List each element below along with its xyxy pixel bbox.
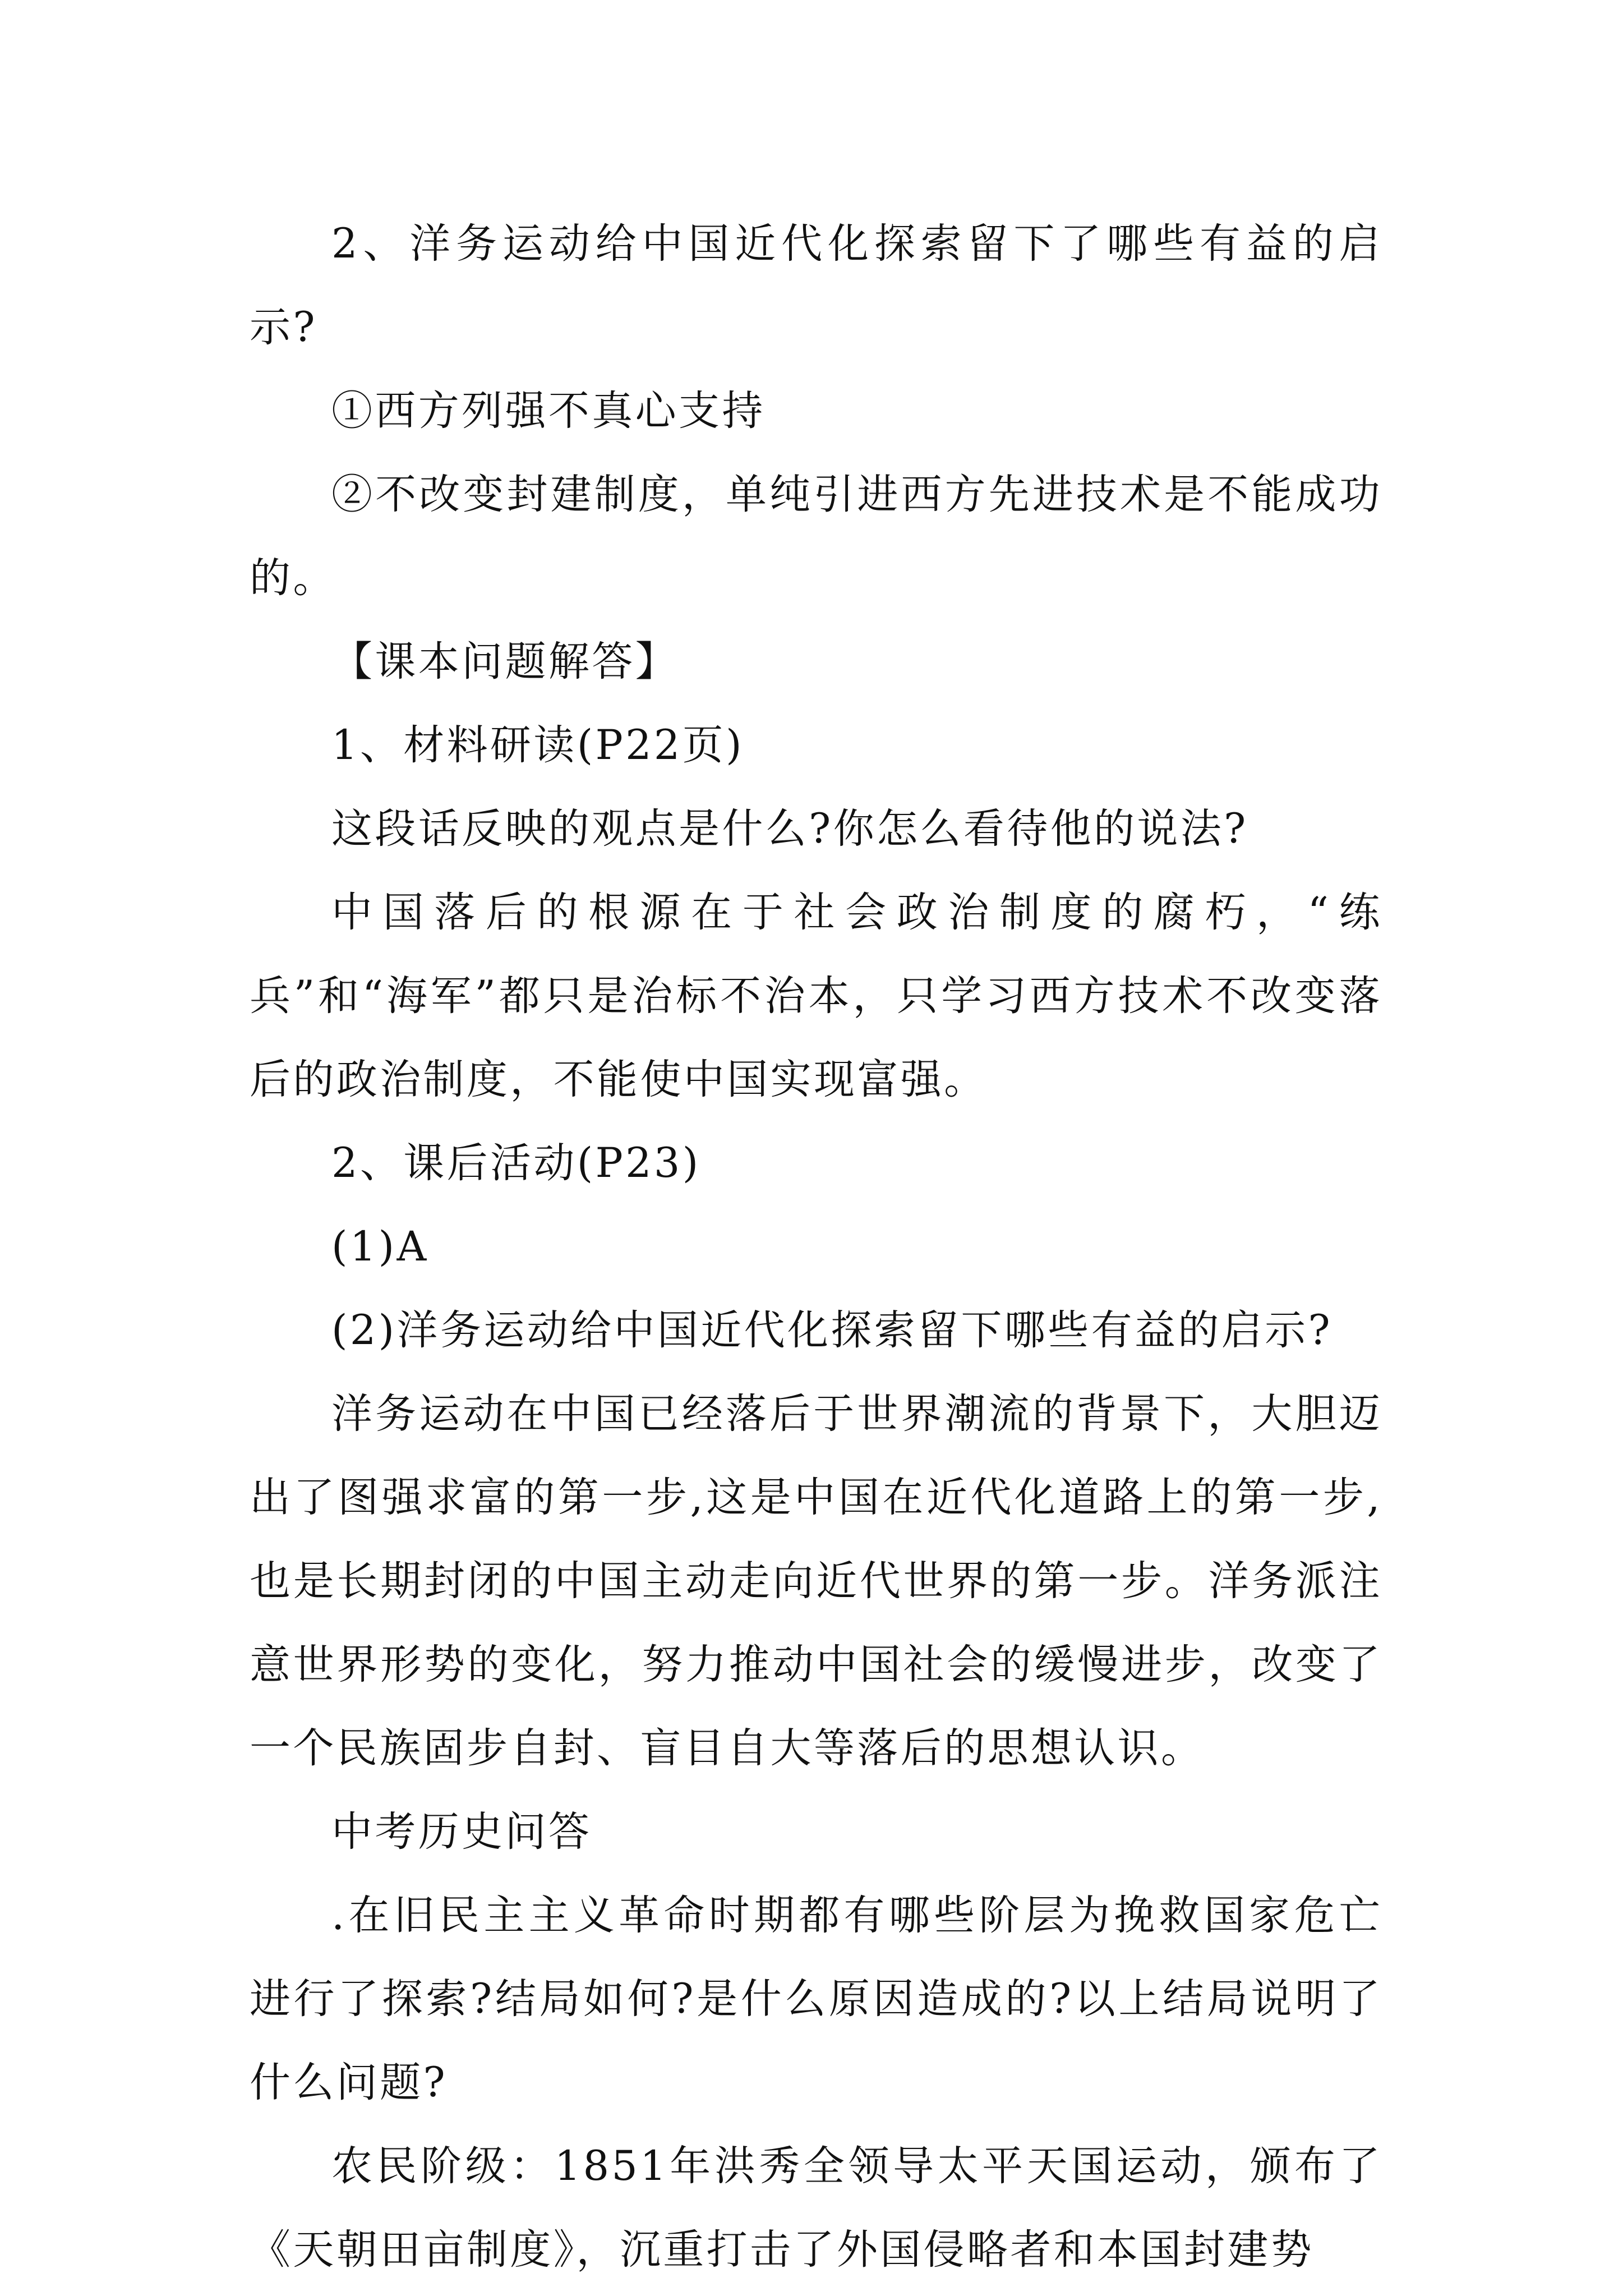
question-2-heading: 2、洋务运动给中国近代化探索留下了哪些有益的启示? [250,220,1382,351]
activity-answer-1: (1)A [331,1223,429,1271]
activity-question-2: (2)洋务运动给中国近代化探索留下哪些有益的启示? [331,1306,1333,1354]
material-reading-heading: 1、材料研读(P22页) [331,721,744,769]
answer-point-2: ②不改变封建制度，单纯引进西方先进技术是不能成功的。 [250,471,1382,602]
material-answer: 中国落后的根源在于社会政治制度的腐朽，“练兵”和“海军”都只是治标不治本，只学习西方技术不改变落后的政治制度，不能使中国实现富强。 [250,889,1382,1103]
after-class-activity-heading: 2、课后活动(P23) [331,1139,701,1187]
exam-question: .在旧民主主义革命时期都有哪些阶层为挽救国家危亡进行了探索?结局如何?是什么原因造成的?以上结局说明了什么问题? [250,1892,1382,2106]
exam-qa-heading: 中考历史问答 [331,1808,592,1856]
section-heading-textbook-answers: 【课本问题解答】 [331,638,679,685]
exam-answer-peasant-class: 农民阶级：1851年洪秀全领导太平天国运动，颁布了《天朝田亩制度》，沉重打击了外国侵略者和本国封建势 [250,2142,1382,2274]
material-question: 这段话反映的观点是什么?你怎么看待他的说法? [331,805,1248,853]
document-body [250,202,1382,2292]
activity-answer-2: 洋务运动在中国已经落后于世界潮流的背景下，大胆迈出了图强求富的第一步,这是中国在近代化道路上的第一步,也是长期封闭的中国主动走向近代世界的第一步。洋务派注意世界形势的变化，努力推动中国社会的缓慢进步，改变了一个民族固步自封、盲目自大等落后的思想认识。 [250,1390,1382,1772]
answer-point-1: ①西方列强不真心支持 [331,387,766,435]
